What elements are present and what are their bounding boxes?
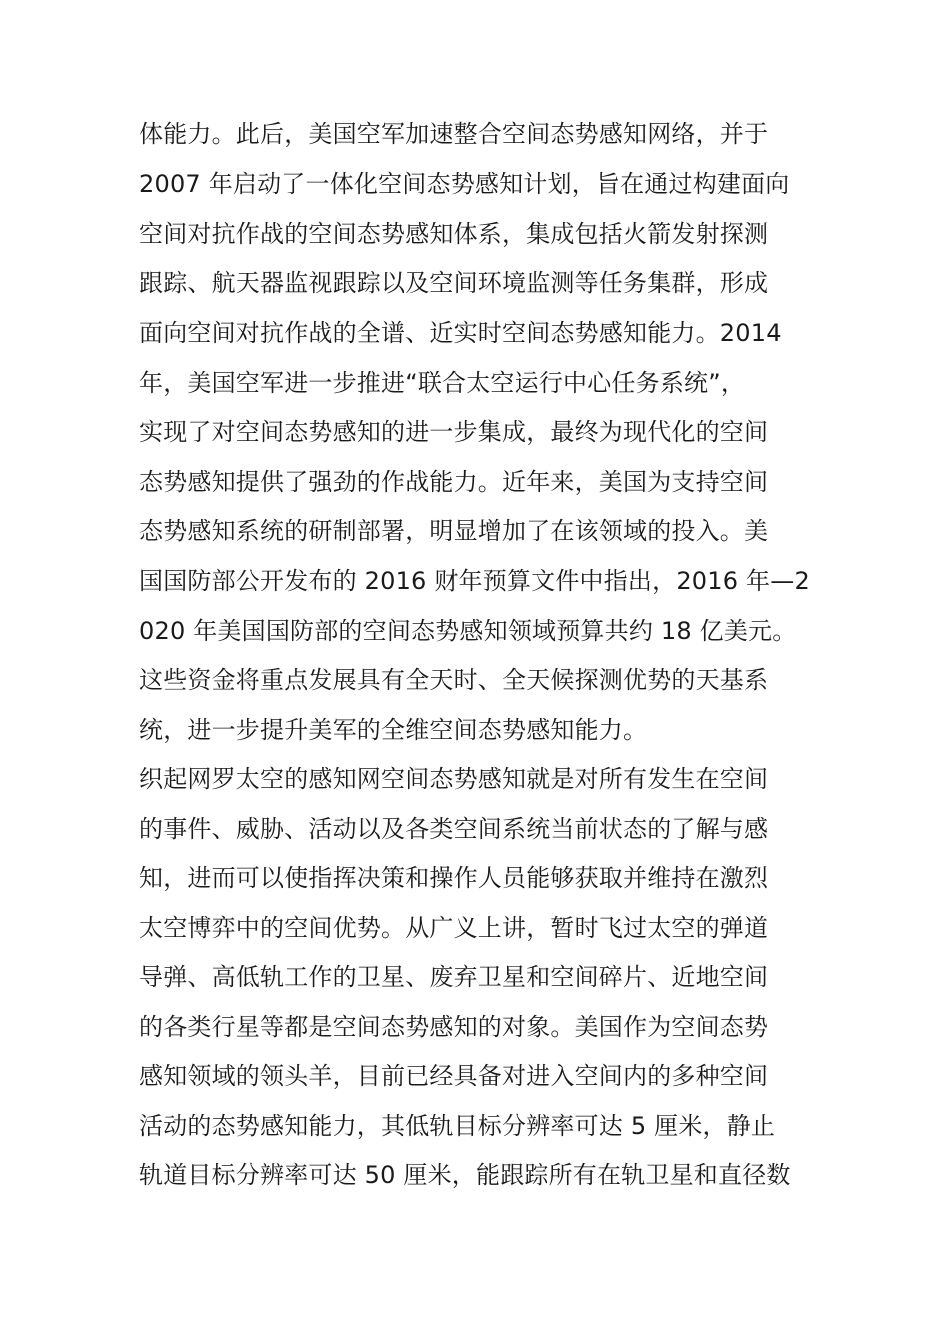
- text-line: 空间对抗作战的空间态势感知体系，集成包括火箭发射探测: [139, 220, 769, 248]
- text-line: 国国防部公开发布的 2016 财年预算文件中指出，2016 年—2: [139, 567, 810, 595]
- text-line: 这些资金将重点发展具有全天时、全天候探测优势的天基系: [139, 666, 769, 694]
- text-line: 态势感知系统的研制部署，明显增加了在该领域的投入。美: [139, 517, 769, 545]
- text-line: 跟踪、航天器监视跟踪以及空间环境监测等任务集群，形成: [139, 269, 769, 297]
- text-line: 导弹、高低轨工作的卫星、废弃卫星和空间碎片、近地空间: [139, 963, 769, 991]
- text-line: 轨道目标分辨率可达 50 厘米，能跟踪所有在轨卫星和直径数: [139, 1161, 791, 1189]
- text-line: 的各类行星等都是空间态势感知的对象。美国作为空间态势: [139, 1013, 769, 1041]
- text-line: 020 年美国国防部的空间态势感知领域预算共约 18 亿美元。: [139, 617, 797, 645]
- text-line: 面向空间对抗作战的全谱、近实时空间态势感知能力。2014: [139, 319, 782, 347]
- text-line: 知，进而可以使指挥决策和操作人员能够获取并维持在激烈: [139, 864, 769, 892]
- text-line: 活动的态势感知能力，其低轨目标分辨率可达 5 厘米，静止: [139, 1112, 776, 1140]
- text-line: 太空博弈中的空间优势。从广义上讲，暂时飞过太空的弹道: [139, 914, 769, 942]
- text-line: 态势感知提供了强劲的作战能力。近年来，美国为支持空间: [139, 468, 769, 496]
- text-line: 2007 年启动了一体化空间态势感知计划，旨在通过构建面向: [139, 170, 790, 198]
- text-line: 的事件、威胁、活动以及各类空间系统当前状态的了解与感: [139, 815, 769, 843]
- text-line: 统，进一步提升美军的全维空间态势感知能力。: [139, 716, 648, 744]
- text-line: 实现了对空间态势感知的进一步集成，最终为现代化的空间: [139, 418, 769, 446]
- text-line: 织起网罗太空的感知网空间态势感知就是对所有发生在空间: [139, 765, 769, 793]
- text-line: 感知领域的领头羊，目前已经具备对进入空间内的多种空间: [139, 1062, 769, 1090]
- text-line: 体能力。此后，美国空军加速整合空间态势感知网络，并于: [139, 120, 769, 148]
- text-line: 年，美国空军进一步推进“联合太空运行中心任务系统”，: [139, 369, 746, 397]
